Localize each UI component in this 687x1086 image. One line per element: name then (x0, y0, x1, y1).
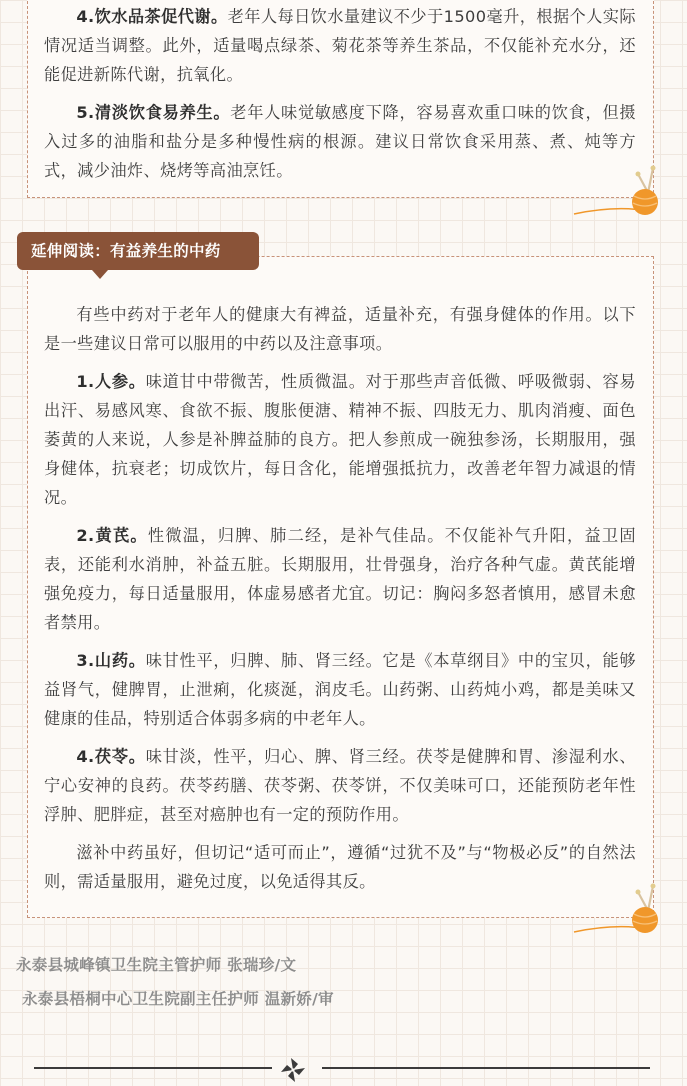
item-label: 1.人参。 (76, 372, 146, 391)
item-astragalus (44, 521, 636, 637)
item-yam (44, 646, 636, 733)
item-ginseng (44, 367, 636, 512)
item-label: 4.茯苓。 (76, 747, 146, 766)
paragraph-label: 5.清淡饮食易养生。 (76, 103, 231, 122)
paragraph-text: 老年人味觉敏感度下降，容易喜欢重口味的饮食，但摄入过多的油脂和盐分是多种慢性病的根源。建议日常饮食采用蒸、煮、炖等方式，减少油炸、烧烤等高油烹饪。 (44, 103, 636, 180)
top-section (44, 2, 636, 185)
extended-section (44, 300, 636, 896)
item-poria (44, 742, 636, 829)
item-label: 2.黄芪。 (76, 526, 148, 545)
extended-reading-badge: 延伸阅读：有益养生的中药 (17, 232, 259, 270)
badge-pointer (92, 270, 108, 279)
reviewer-credit: 永泰县梧桐中心卫生院副主任护师 温新娇/审 (22, 990, 334, 1008)
item-text: 味道甘中带微苦，性质微温。对于那些声音低微、呼吸微弱、容易出汗、易感风寒、食欲不振、腹胀便溏、精神不振、四肢无力、肌肉消瘦、面色萎黄的人来说，人参是补脾益肺的良方。把人参煎成一碗独参汤，长期服用，强身健体，抗衰老；切成饮片，每日含化，能增强抵抗力，改善老年智力减退的情况。 (44, 372, 636, 507)
paragraph-water-tea (44, 2, 636, 89)
paragraph-light-diet (44, 98, 636, 185)
item-text: 味甘淡，性平，归心、脾、肾三经。茯苓是健脾和胃、渗湿利水、宁心安神的良药。茯苓药膳、茯苓粥、茯苓饼，不仅美味可口，还能预防老年性浮肿、肥胖症，甚至对癌肿也有一定的预防作用。 (44, 747, 636, 824)
extended-outro: 滋补中药虽好，但切记“适可而止”，遵循“过犹不及”与“物极必反”的自然法则，需适量服用，避免过度，以免适得其反。 (44, 843, 636, 891)
footer-divider-left (34, 1067, 272, 1069)
item-text: 味甘性平，归脾、肺、肾三经。它是《本草纲目》中的宝贝，能够益肾气，健脾胃，止泄痢，化痰涎，润皮毛。山药粥、山药炖小鸡，都是美味又健康的佳品，特别适合体弱多病的中老年人。 (44, 651, 636, 728)
yarn-ball-icon (572, 880, 672, 940)
footer-divider-right (322, 1067, 650, 1069)
paragraph-label: 4.饮水品茶促代谢。 (76, 7, 228, 26)
item-label: 3.山药。 (76, 651, 146, 670)
item-text: 性微温，归脾、肺二经，是补气佳品。不仅能补气升阳，益卫固表，还能利水消肿，补益五脏。长期服用，壮骨强身，治疗各种气虚。黄芪能增强免疫力，每日适量服用，体虚易感者尤宜。切记：胸闷多怒者慎用，感冒未愈者禁用。 (44, 526, 636, 632)
yarn-ball-icon (572, 162, 672, 222)
paragraph-text: 老年人每日饮水量建议不少于1500毫升，根据个人实际情况适当调整。此外，适量喝点绿茶、菊花茶等养生茶品，不仅能补充水分，还能促进新陈代谢，抗氧化。 (44, 7, 636, 84)
extended-intro: 有些中药对于老年人的健康大有裨益，适量补充，有强身健体的作用。以下是一些建议日常可以服用的中药以及注意事项。 (44, 305, 636, 353)
pinwheel-icon (279, 1056, 307, 1084)
author-credit: 永泰县城峰镇卫生院主管护师 张瑞珍/文 (16, 956, 297, 974)
